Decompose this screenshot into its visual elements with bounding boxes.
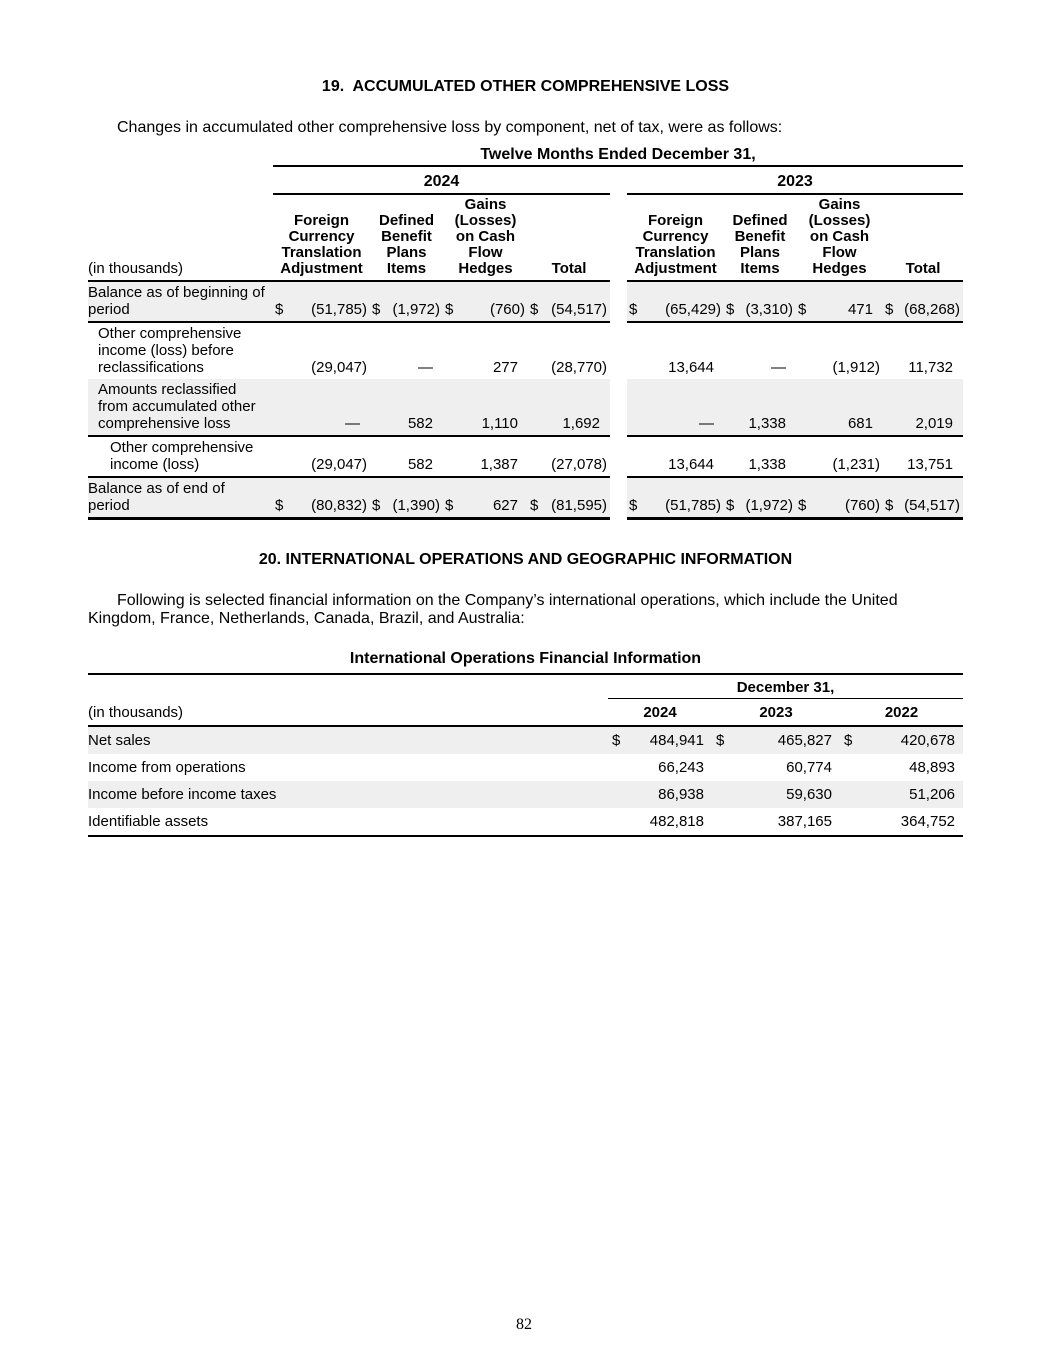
money-cell <box>724 379 796 436</box>
money-cell <box>443 379 528 436</box>
money-cell <box>627 322 724 379</box>
row-label: Other comprehensive income (loss) <box>88 436 273 477</box>
currency-symbol: $ <box>716 732 725 749</box>
table-row <box>88 281 963 322</box>
row-label: Net sales <box>88 726 608 754</box>
currency-symbol: $ <box>445 497 454 514</box>
cell-value: 1,110 <box>481 415 518 432</box>
currency-symbol: $ <box>726 301 735 318</box>
year-2023: 2023 <box>712 699 840 727</box>
units-label: (in thousands) <box>88 699 608 727</box>
currency-symbol: $ <box>844 732 853 749</box>
page-number: 82 <box>516 1316 532 1333</box>
cell-value: 1,338 <box>748 415 786 432</box>
cell-value: 471 <box>847 301 873 318</box>
table-row <box>88 477 963 519</box>
money-cell <box>528 379 610 436</box>
money-cell <box>627 477 724 519</box>
year-group-2024: 2024 <box>273 166 610 194</box>
money-cell <box>712 726 840 754</box>
cell-value: 11,732 <box>908 359 953 376</box>
col-header-dbp-2024: Defined Benefit Plans Items <box>370 194 443 281</box>
cell-value: — <box>345 415 360 432</box>
gap-cell <box>610 166 627 194</box>
gap-cell <box>610 281 627 322</box>
cell-value: 2,019 <box>915 415 953 432</box>
cell-value: 484,941 <box>649 732 704 749</box>
table2-title: International Operations Financial Information <box>88 650 963 675</box>
cell-value: 387,165 <box>777 813 832 830</box>
money-cell <box>883 436 963 477</box>
section-20-intro: Following is selected financial information on the Company’s international operations, which include the United Kingdom, France, Netherlands, Canada, Brazil, and Australia: <box>88 592 898 627</box>
money-cell <box>627 436 724 477</box>
money-cell <box>608 754 712 781</box>
cell-value: 420,678 <box>900 732 956 749</box>
year-header-row <box>88 699 963 727</box>
col-header-cfh-2024: Gains (Losses) on Cash Flow Hedges <box>443 194 528 281</box>
money-cell <box>370 477 443 519</box>
money-cell <box>712 781 840 808</box>
money-cell <box>840 726 963 754</box>
cell-value: 1,387 <box>480 456 518 473</box>
cell-value: — <box>418 359 433 376</box>
currency-symbol: $ <box>530 497 539 514</box>
table-row <box>88 808 963 836</box>
money-cell <box>443 322 528 379</box>
currency-symbol: $ <box>612 732 621 749</box>
cell-value: (54,517) <box>551 301 607 318</box>
money-cell <box>273 477 370 519</box>
currency-symbol: $ <box>629 301 638 318</box>
money-cell <box>796 436 883 477</box>
cell-value: 13,644 <box>668 359 714 376</box>
cell-value: (54,517) <box>904 497 960 514</box>
cell-value: 364,752 <box>900 813 956 830</box>
date-header-row <box>88 675 963 699</box>
money-cell <box>724 322 796 379</box>
year-group-2023: 2023 <box>627 166 963 194</box>
money-cell <box>528 436 610 477</box>
money-cell <box>796 379 883 436</box>
currency-symbol: $ <box>275 301 284 318</box>
cell-value: (51,785) <box>665 497 721 514</box>
cell-value: 13,644 <box>668 456 714 473</box>
table-row <box>88 781 963 808</box>
col-header-fcta-2023: Foreign Currency Translation Adjustment <box>627 194 724 281</box>
cell-value: 13,751 <box>907 456 953 473</box>
section-20-title: 20. INTERNATIONAL OPERATIONS AND GEOGRAPHIC INFORMATION <box>258 551 793 568</box>
international-operations-table <box>88 675 963 837</box>
cell-value: 59,630 <box>786 786 832 803</box>
cell-value: 582 <box>407 415 433 432</box>
superheader-row <box>88 146 963 166</box>
cell-value: 48,893 <box>909 759 956 776</box>
date-header: December 31, <box>608 675 963 699</box>
currency-symbol: $ <box>885 301 894 318</box>
year-2022: 2022 <box>840 699 963 727</box>
cell-value: 465,827 <box>777 732 832 749</box>
cell-value: (27,078) <box>551 456 607 473</box>
row-label: Amounts reclassified from accumulated other comprehensive loss <box>88 379 273 436</box>
money-cell <box>528 322 610 379</box>
table-row <box>88 322 963 379</box>
cell-value: 60,774 <box>786 759 832 776</box>
cell-value: (1,972) <box>392 301 440 318</box>
gap-cell <box>610 194 627 281</box>
cell-value: (1,912) <box>832 359 880 376</box>
row-label: Balance as of end of period <box>88 477 273 519</box>
year-2024: 2024 <box>608 699 712 727</box>
currency-symbol: $ <box>372 301 381 318</box>
gap-cell <box>610 436 627 477</box>
cell-value: 627 <box>492 497 518 514</box>
table-row <box>88 754 963 781</box>
money-cell <box>370 322 443 379</box>
money-cell <box>796 477 883 519</box>
money-cell <box>796 322 883 379</box>
cell-value: 1,692 <box>562 415 600 432</box>
money-cell <box>528 281 610 322</box>
money-cell <box>712 808 840 836</box>
money-cell <box>883 477 963 519</box>
col-header-total-2023: Total <box>883 194 963 281</box>
cell-value: (68,268) <box>904 301 960 318</box>
money-cell <box>443 281 528 322</box>
table-row <box>88 436 963 477</box>
year-group-row <box>88 166 963 194</box>
currency-symbol: $ <box>798 301 807 318</box>
column-header-row <box>88 194 963 281</box>
money-cell <box>724 477 796 519</box>
currency-symbol: $ <box>445 301 454 318</box>
money-cell <box>273 379 370 436</box>
section-19-title: 19. ACCUMULATED OTHER COMPREHENSIVE LOSS <box>321 78 730 95</box>
col-header-fcta-2024: Foreign Currency Translation Adjustment <box>273 194 370 281</box>
money-cell <box>724 281 796 322</box>
row-label: Balance as of beginning of period <box>88 281 273 322</box>
cell-value: 51,206 <box>909 786 956 803</box>
cell-value: (760) <box>489 301 525 318</box>
table-superheader: Twelve Months Ended December 31, <box>273 146 963 166</box>
cell-value: (29,047) <box>311 359 367 376</box>
col-header-dbp-2023: Defined Benefit Plans Items <box>724 194 796 281</box>
money-cell <box>608 781 712 808</box>
table-row <box>88 379 963 436</box>
cell-value: (28,770) <box>551 359 607 376</box>
money-cell <box>627 379 724 436</box>
gap-cell <box>610 322 627 379</box>
section-19-intro: Changes in accumulated other comprehensive loss by component, net of tax, were as follows: <box>117 119 783 136</box>
money-cell <box>840 808 963 836</box>
money-cell <box>627 281 724 322</box>
money-cell <box>370 436 443 477</box>
currency-symbol: $ <box>275 497 284 514</box>
col-header-cfh-2023: Gains (Losses) on Cash Flow Hedges <box>796 194 883 281</box>
cell-value: (29,047) <box>311 456 367 473</box>
cell-value: (760) <box>844 497 880 514</box>
money-cell <box>273 322 370 379</box>
units-label: (in thousands) <box>88 194 273 281</box>
money-cell <box>883 322 963 379</box>
money-cell <box>796 281 883 322</box>
cell-value: 277 <box>492 359 518 376</box>
cell-value: 681 <box>847 415 873 432</box>
cell-value: — <box>771 359 786 376</box>
money-cell <box>883 379 963 436</box>
currency-symbol: $ <box>798 497 807 514</box>
money-cell <box>883 281 963 322</box>
cell-value: 66,243 <box>658 759 704 776</box>
row-label: Other comprehensive income (loss) before reclassifications <box>98 325 242 376</box>
aoci-table <box>88 146 963 520</box>
row-label: Identifiable assets <box>88 808 608 836</box>
cell-value: 1,338 <box>748 456 786 473</box>
cell-value: (65,429) <box>665 301 721 318</box>
currency-symbol: $ <box>530 301 539 318</box>
money-cell <box>840 781 963 808</box>
table-row <box>88 726 963 754</box>
money-cell <box>370 379 443 436</box>
cell-value: (51,785) <box>311 301 367 318</box>
currency-symbol: $ <box>629 497 638 514</box>
money-cell <box>608 726 712 754</box>
col-header-total-2024: Total <box>528 194 610 281</box>
cell-value: (1,972) <box>745 497 793 514</box>
cell-value: (1,231) <box>832 456 880 473</box>
gap-cell <box>610 477 627 519</box>
cell-value: 582 <box>407 456 433 473</box>
cell-value: (80,832) <box>311 497 367 514</box>
cell-value: (81,595) <box>551 497 607 514</box>
cell-value: 86,938 <box>658 786 704 803</box>
currency-symbol: $ <box>372 497 381 514</box>
cell-value: (1,390) <box>392 497 440 514</box>
money-cell <box>370 281 443 322</box>
gap-cell <box>610 379 627 436</box>
cell-value: (3,310) <box>745 301 793 318</box>
row-label: Income before income taxes <box>88 781 608 808</box>
cell-value: — <box>699 415 714 432</box>
money-cell <box>443 477 528 519</box>
money-cell <box>528 477 610 519</box>
cell-value: 482,818 <box>649 813 704 830</box>
money-cell <box>273 281 370 322</box>
money-cell <box>273 436 370 477</box>
money-cell <box>712 754 840 781</box>
currency-symbol: $ <box>726 497 735 514</box>
row-label: Income from operations <box>88 759 246 776</box>
money-cell <box>443 436 528 477</box>
currency-symbol: $ <box>885 497 894 514</box>
money-cell <box>724 436 796 477</box>
money-cell <box>840 754 963 781</box>
money-cell <box>608 808 712 836</box>
